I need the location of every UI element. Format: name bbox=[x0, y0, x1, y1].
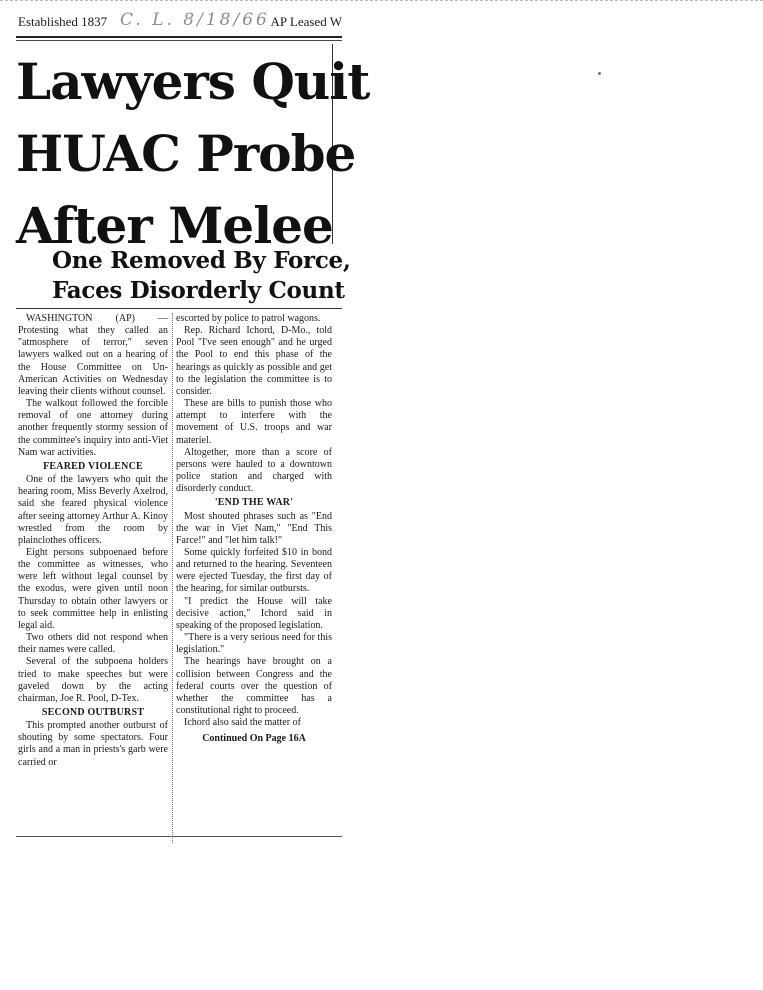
paragraph: WASHINGTON (AP) — Protesting what they called an "atmosphere of terror," seven lawyers walked out on a hearing of the House Committee on Un-American Activities on Wednesday leaving their clients without counsel. bbox=[18, 313, 168, 397]
subheadline-line-2: Faces Disorderly Count bbox=[52, 277, 345, 304]
article-column-left bbox=[18, 313, 168, 769]
paragraph: The walkout followed the forcible removal of one attorney during another frequently stormy session of the committee's inquiry into anti-Viet Nam war activities. bbox=[18, 398, 168, 458]
paragraph: Rep. Richard Ichord, D-Mo., told Pool "I've seen enough" and he urged the Pool to end this phase of the hearings as quickly as possible and get to the legislation the committee is to consider. bbox=[176, 325, 332, 397]
masthead-rule bbox=[16, 36, 342, 38]
headline-line-1: Lawyers Quit bbox=[16, 52, 370, 111]
section-heading: FEARED VIOLENCE bbox=[43, 460, 143, 472]
paragraph: escorted by police to patrol wagons. bbox=[176, 313, 321, 324]
article-column-right bbox=[176, 313, 332, 745]
paragraph: Two others did not respond when their names were called. bbox=[18, 632, 168, 656]
paragraph: Altogether, more than a score of persons were hauled to a downtown police station and charged with disorderly conduct. bbox=[176, 446, 332, 495]
paragraph: The hearings have brought on a collision between Congress and the federal courts over the question of whether the committee has a constitutional right to proceed. bbox=[176, 656, 332, 716]
clipping-bottom-rule bbox=[16, 836, 342, 837]
paragraph: These are bills to punish those who attempt to interfere with the movement of U.S. troops and war materiel. bbox=[176, 398, 332, 446]
masthead-rule-thin bbox=[16, 40, 342, 41]
subheadline bbox=[52, 246, 351, 306]
headline bbox=[16, 46, 370, 262]
handwritten-date: C. L. 8/18/66 bbox=[120, 10, 270, 30]
paragraph: Most shouted phrases such as "End the war in Viet Nam," "End This Farce!" and "let him talk!" bbox=[176, 510, 332, 546]
section-heading: 'END THE WAR' bbox=[214, 497, 294, 509]
paragraph: "I predict the House will take decisive action," Ichord said in speaking of the proposed legislation. bbox=[176, 595, 332, 631]
newspaper-clipping bbox=[12, 8, 370, 848]
paragraph: One of the lawyers who quit the hearing room, Miss Beverly Axelrod, said she feared physical violence after seeing attorney Arthur A. Kinoy wrestled from the room by plainclothes officers. bbox=[18, 474, 168, 546]
subheadline-line-1: One Removed By Force, bbox=[52, 247, 351, 274]
paragraph: This prompted another outburst of shouting by some spectators. Four girls and a man in priests's garb were carried or bbox=[18, 720, 168, 768]
paragraph: Eight persons subpoenaed before the committee as witnesses, who were left without legal counsel by the exodus, were given until noon Thursday to obtain other lawyers or to seek committee help in enlisting legal aid. bbox=[18, 546, 168, 631]
section-heading: SECOND OUTBURST bbox=[41, 707, 145, 718]
masthead bbox=[16, 10, 342, 34]
paragraph: Some quickly forfeited $10 in bond and returned to the hearing. Seventeen were ejected Tuesday, the first day of the hearing, for similar outbursts. bbox=[176, 546, 332, 595]
paragraph: Ichord also said the matter of bbox=[184, 717, 301, 729]
scan-speck bbox=[598, 72, 601, 75]
established-label: Established 1837 bbox=[18, 14, 108, 29]
headline-line-2: HUAC Probe bbox=[16, 124, 356, 183]
paragraph: "There is a very serious need for this legislation." bbox=[176, 632, 332, 656]
headline-line-3: After Melee bbox=[16, 196, 333, 255]
paragraph: Several of the subpoena holders tried to make speeches but were gaveled down by the acting chairman, Joe R. Pool, D-Tex. bbox=[18, 656, 168, 704]
wire-service-label: AP Leased W bbox=[270, 14, 342, 29]
body-divider bbox=[16, 308, 342, 309]
continued-jump-line: Continued On Page 16A bbox=[202, 733, 306, 745]
column-separator bbox=[172, 313, 173, 843]
page-top-dashed-edge bbox=[0, 0, 763, 1]
